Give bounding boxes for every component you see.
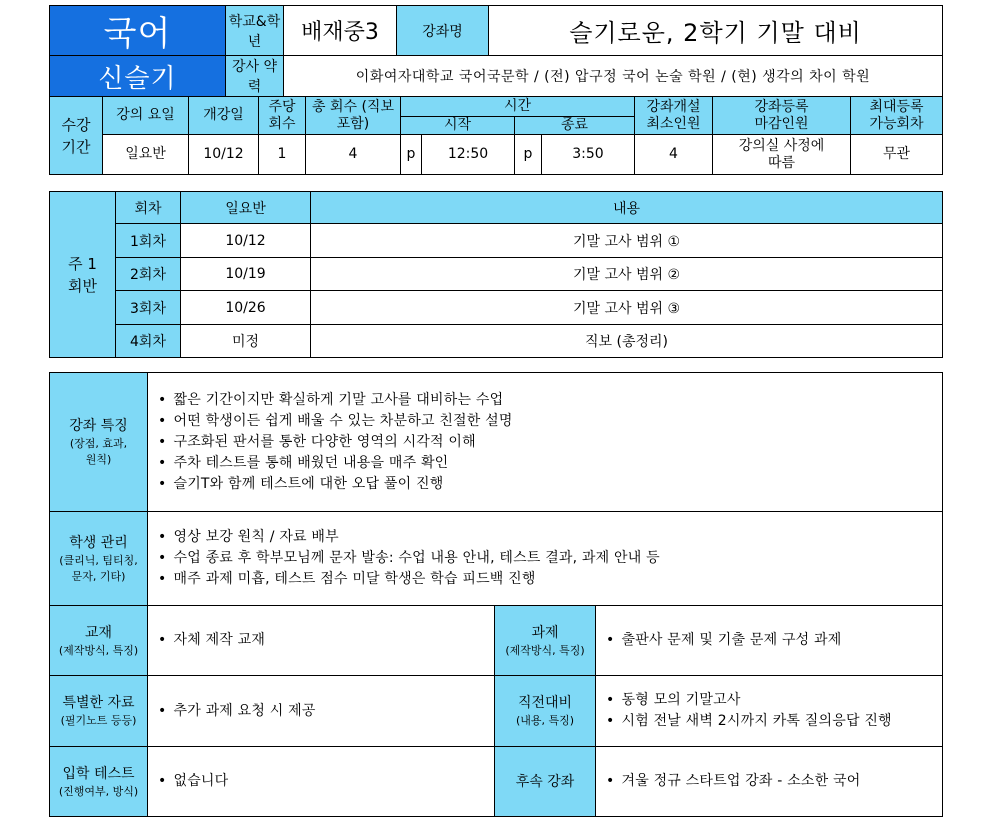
table-row bbox=[50, 258, 943, 291]
min-people-value: 4 bbox=[635, 135, 713, 175]
list-item: • 자체 제작 교재 bbox=[158, 630, 494, 651]
time-header: 시간 bbox=[401, 97, 635, 117]
max-sessions-header-text: 최대등록 가능회차 bbox=[869, 98, 924, 132]
textbook-label-sub: (제작방식, 특징) bbox=[58, 643, 139, 657]
homework-label-sub: (제작방식, 특징) bbox=[505, 643, 585, 657]
school-grade-label: 학교&학년 bbox=[226, 6, 284, 56]
schedule-side-label bbox=[50, 192, 116, 358]
deadline-value-text: 강의실 사정에 따름 bbox=[738, 137, 825, 171]
weekday-value: 일요반 bbox=[103, 135, 189, 175]
list-item: • 출판사 문제 및 기출 문제 구성 과제 bbox=[606, 630, 942, 651]
textbook-label bbox=[50, 606, 148, 676]
homework-list bbox=[596, 606, 943, 676]
content-cell: 기말 고사 범위 ③ bbox=[311, 291, 943, 325]
homework-label-main: 과제 bbox=[531, 624, 559, 641]
max-sessions-header bbox=[851, 97, 943, 135]
list-item: • 겨울 정규 스타트업 강좌 - 소소한 국어 bbox=[606, 771, 942, 792]
content-cell: 기말 고사 범위 ① bbox=[311, 224, 943, 258]
deadline-header-text: 강좌등록 마감인원 bbox=[754, 98, 809, 132]
list-item: • 없습니다 bbox=[158, 771, 494, 792]
final-prep-label-main: 직전대비 bbox=[517, 695, 573, 711]
entrance-test-label-main: 입학 테스트 bbox=[62, 765, 135, 782]
session-cell: 2회차 bbox=[116, 258, 181, 291]
final-prep-list bbox=[596, 676, 943, 747]
start-date-header: 개강일 bbox=[189, 97, 259, 135]
period-label-text: 수강 기간 bbox=[61, 115, 91, 156]
final-prep-label-sub: (내용, 특징) bbox=[515, 714, 575, 727]
max-sessions-value: 무관 bbox=[851, 135, 943, 175]
list-item: • 어떤 학생이든 쉽게 배울 수 있는 차분하고 친절한 설명 bbox=[158, 411, 942, 432]
schedule-side-label-text: 주 1회반 bbox=[68, 254, 97, 295]
final-prep-label bbox=[495, 676, 596, 747]
per-week-header-text: 주당 회수 bbox=[268, 98, 296, 132]
time-start-header: 시작 bbox=[401, 117, 515, 135]
min-people-header-text: 강좌개설 최소인원 bbox=[646, 98, 701, 132]
materials-list bbox=[148, 676, 495, 747]
management-label-sub1: (클리닉, 팀티칭, bbox=[59, 553, 138, 567]
school-grade-value: 배재중3 bbox=[284, 6, 397, 56]
start-time: 12:50 bbox=[422, 135, 515, 175]
date-cell: 10/19 bbox=[181, 258, 311, 291]
textbook-label-main: 교재 bbox=[84, 624, 113, 641]
end-time: 3:50 bbox=[542, 135, 635, 175]
per-week-value: 1 bbox=[259, 135, 306, 175]
table-row bbox=[50, 224, 943, 258]
homework-label bbox=[495, 606, 596, 676]
end-ampm: p bbox=[515, 135, 542, 175]
features-list bbox=[148, 373, 943, 512]
min-people-header bbox=[635, 97, 713, 135]
total-value: 4 bbox=[306, 135, 401, 175]
list-item: • 매주 과제 미흡, 테스트 점수 미달 학생은 학습 피드백 진행 bbox=[158, 569, 942, 590]
materials-label-main: 특별한 자료 bbox=[62, 695, 135, 711]
list-item: • 주차 테스트를 통해 배웠던 내용을 매주 확인 bbox=[158, 453, 942, 474]
session-cell: 3회차 bbox=[116, 291, 181, 325]
deadline-value bbox=[713, 135, 851, 175]
management-label-sub2: 문자, 기타) bbox=[71, 569, 126, 583]
col-session-header: 회차 bbox=[116, 192, 181, 224]
list-item: • 추가 과제 요청 시 제공 bbox=[158, 701, 494, 722]
list-item: • 수업 종료 후 학부모님께 문자 발송: 수업 내용 안내, 테스트 결과, 과제 안내 등 bbox=[158, 548, 942, 569]
management-list bbox=[148, 512, 943, 606]
start-date-value: 10/12 bbox=[189, 135, 259, 175]
entrance-test-label bbox=[50, 747, 148, 817]
schedule-table bbox=[49, 191, 943, 358]
management-label bbox=[50, 512, 148, 606]
session-cell: 1회차 bbox=[116, 224, 181, 258]
materials-label-sub: (필기노트 등등) bbox=[60, 714, 137, 727]
teacher-name: 신슬기 bbox=[50, 56, 226, 97]
deadline-header bbox=[713, 97, 851, 135]
list-item: • 시험 전날 새벽 2시까지 카톡 질의응답 진행 bbox=[606, 711, 942, 732]
management-label-main: 학생 관리 bbox=[69, 534, 128, 551]
col-content-header: 내용 bbox=[311, 192, 943, 224]
materials-label bbox=[50, 676, 148, 747]
list-item: • 동형 모의 기말고사 bbox=[606, 690, 942, 711]
per-week-header bbox=[259, 97, 306, 135]
list-item: • 짧은 기간이지만 확실하게 기말 고사를 대비하는 수업 bbox=[158, 390, 942, 411]
course-name-label: 강좌명 bbox=[397, 6, 489, 56]
subject-title: 국어 bbox=[50, 6, 226, 56]
textbook-list bbox=[148, 606, 495, 676]
content-cell: 직보 (총정리) bbox=[311, 325, 943, 358]
entrance-test-label-sub: (진행여부, 방식) bbox=[58, 784, 139, 798]
table-row bbox=[50, 325, 943, 358]
list-item: • 슬기T와 함께 테스트에 대한 오답 풀이 진행 bbox=[158, 474, 942, 495]
content-cell: 기말 고사 범위 ② bbox=[311, 258, 943, 291]
course-details-table bbox=[49, 372, 943, 817]
features-label-sub1: (장점, 효과, bbox=[69, 437, 128, 450]
bio-value: 이화여자대학교 국어국문학 / (전) 압구정 국어 논술 학원 / (현) 생각의 차이 학원 bbox=[284, 56, 943, 97]
followup-list bbox=[596, 747, 943, 817]
bio-label: 강사 약력 bbox=[226, 56, 284, 97]
col-day-header: 일요반 bbox=[181, 192, 311, 224]
date-cell: 10/26 bbox=[181, 291, 311, 325]
period-label bbox=[50, 97, 103, 175]
header-table bbox=[49, 5, 943, 97]
entrance-test-list bbox=[148, 747, 495, 817]
table-row bbox=[50, 291, 943, 325]
date-cell: 10/12 bbox=[181, 224, 311, 258]
start-ampm: p bbox=[401, 135, 422, 175]
course-info-table bbox=[49, 96, 943, 175]
features-label-main: 강좌 특징 bbox=[69, 418, 128, 434]
time-end-header: 종료 bbox=[515, 117, 635, 135]
course-name-value: 슬기로운, 2학기 기말 대비 bbox=[489, 6, 943, 56]
date-cell: 미정 bbox=[181, 325, 311, 358]
followup-label-main: 후속 강좌 bbox=[515, 773, 575, 790]
list-item: • 영상 보강 원칙 / 자료 배부 bbox=[158, 527, 942, 548]
followup-label bbox=[495, 747, 596, 817]
features-label bbox=[50, 373, 148, 512]
total-header: 총 회수 (직보포함) bbox=[306, 97, 401, 135]
list-item: • 구조화된 판서를 통한 다양한 영역의 시각적 이해 bbox=[158, 432, 942, 453]
features-label-sub2: 원칙) bbox=[85, 453, 112, 466]
weekday-header: 강의 요일 bbox=[103, 97, 189, 135]
session-cell: 4회차 bbox=[116, 325, 181, 358]
